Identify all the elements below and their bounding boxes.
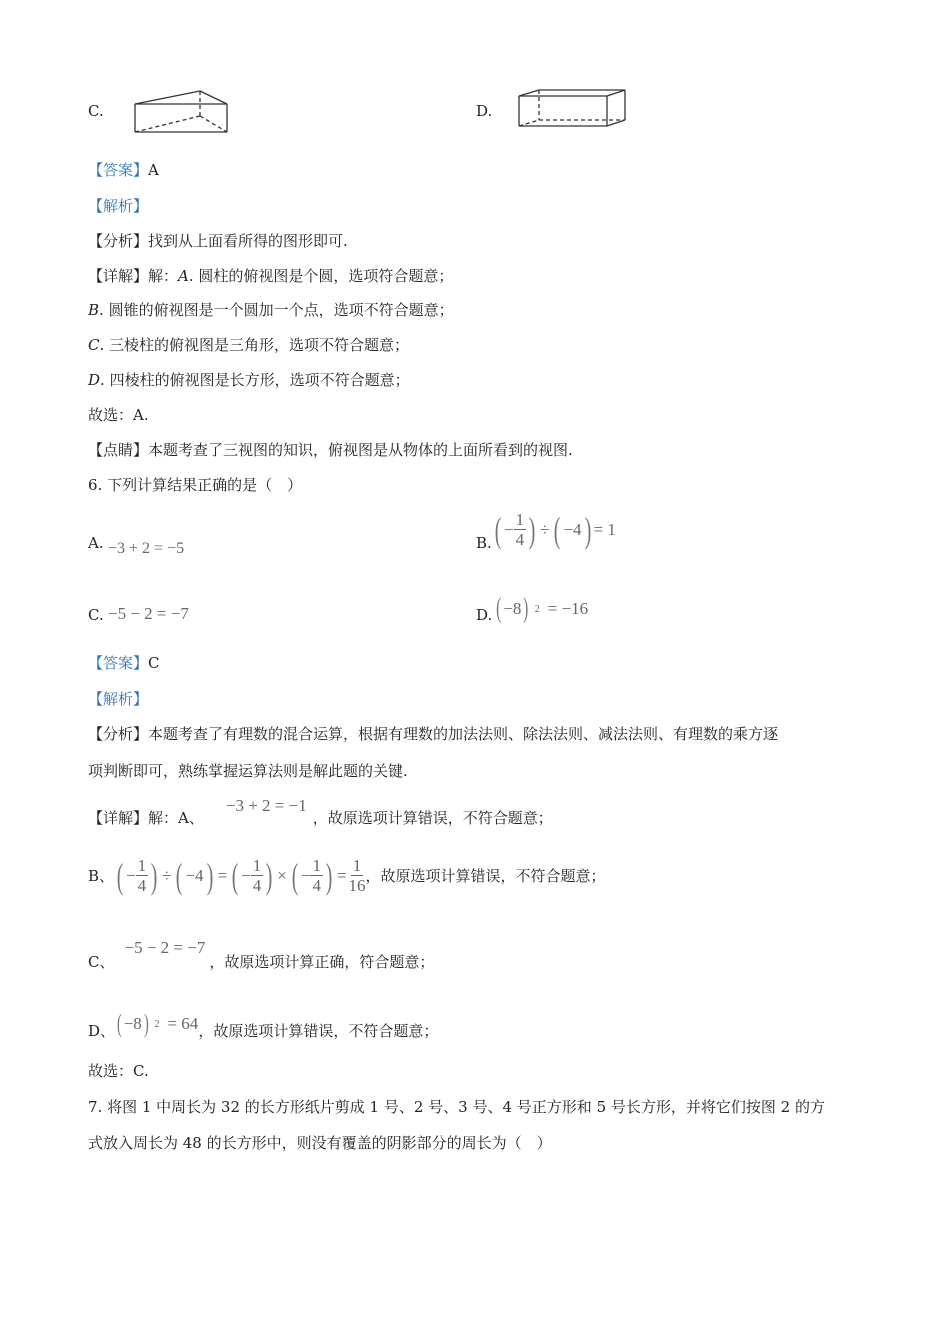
q6-option-c-label: C. (88, 606, 104, 624)
q5-answer: 【答案】A (88, 161, 159, 179)
q5-detail-c: C. 三棱柱的俯视图是三角形，选项不符合题意； (88, 336, 410, 354)
q6-option-a-math: −3 + 2 = −5 (108, 540, 185, 557)
q7-stem-line1: 7. 将图 1 中周长为 32 的长方形纸片剪成 1 号、2 号、3 号、4 号正方形和 5 号长方形，并将它们按图 2 的方 (88, 1098, 825, 1116)
q6-detail-a: 【详解】解：A、−3 + 2 = −1，故原选项计算错误，不符合题意； (88, 796, 553, 827)
q5-option-d-label: D. (476, 102, 493, 120)
q5-detail-d: D. 四棱柱的俯视图是长方形，选项不符合题意； (88, 371, 410, 389)
q5-fenxi: 【分析】找到从上面看所得的图形即可. (88, 232, 348, 250)
rectangular-prism-figure (515, 86, 629, 130)
q5-jiexi-heading: 【解析】 (88, 197, 149, 215)
q5-conclusion: 故选：A. (88, 406, 149, 424)
q6-jiexi-heading: 【解析】 (88, 690, 149, 708)
triangular-prism-figure (130, 86, 232, 136)
q6-answer: 【答案】C (88, 654, 160, 672)
q6-fenxi-line1: 【分析】本题考查了有理数的混合运算，根据有理数的加法法则、除法法则、减法法则、有理数的乘方逐 (88, 725, 779, 743)
q6-conclusion: 故选：C. (88, 1062, 149, 1080)
q6-option-b-math: ( − $\frac{1}{4}$ ) ÷ ( −4 ) = 1 (494, 509, 616, 550)
q6-detail-d: D、 ( −8 ) 2 = 64 ，故原选项计算错误，不符合题意； (88, 1009, 439, 1040)
q6-option-b-label: B. (476, 534, 492, 552)
q5-dianjing: 【点睛】本题考查了三视图的知识，俯视图是从物体的上面所看到的视图. (88, 441, 573, 459)
q6-detail-b: B、 ( − $\frac{1}{4}$ ) ÷ ( −4 ) = ( − $\frac{1}{4}$ ) × ( − $\frac{1}{4}$ ) = $\frac{1}{16}$ ，故原选项计算错误，不符合题意； (88, 855, 606, 896)
q6-option-d-label: D. (476, 606, 493, 624)
q6-option-a-label: A. (88, 534, 104, 552)
q7-stem-line2: 式放入周长为 48 的长方形中，则没有覆盖的阴影部分的周长为（ ） (88, 1134, 552, 1152)
q6-stem: 6. 下列计算结果正确的是（ ） (88, 476, 303, 494)
q5-detail-b: B. 圆锥的俯视图是一个圆加一个点，选项不符合题意； (88, 301, 454, 319)
q5-option-c-label: C. (88, 102, 104, 120)
q6-option-d-math: ( −8 ) 2 = −16 (496, 593, 589, 624)
q6-detail-c: C、−5 − 2 = −7，故原选项计算正确，符合题意； (88, 938, 435, 971)
q6-option-c-math: −5 − 2 = −7 (108, 604, 189, 623)
q6-fenxi-line2: 项判断即可，熟练掌握运算法则是解此题的关键. (88, 762, 408, 780)
q5-detail-a: 【详解】解：A. 圆柱的俯视图是个圆，选项符合题意； (88, 267, 454, 285)
